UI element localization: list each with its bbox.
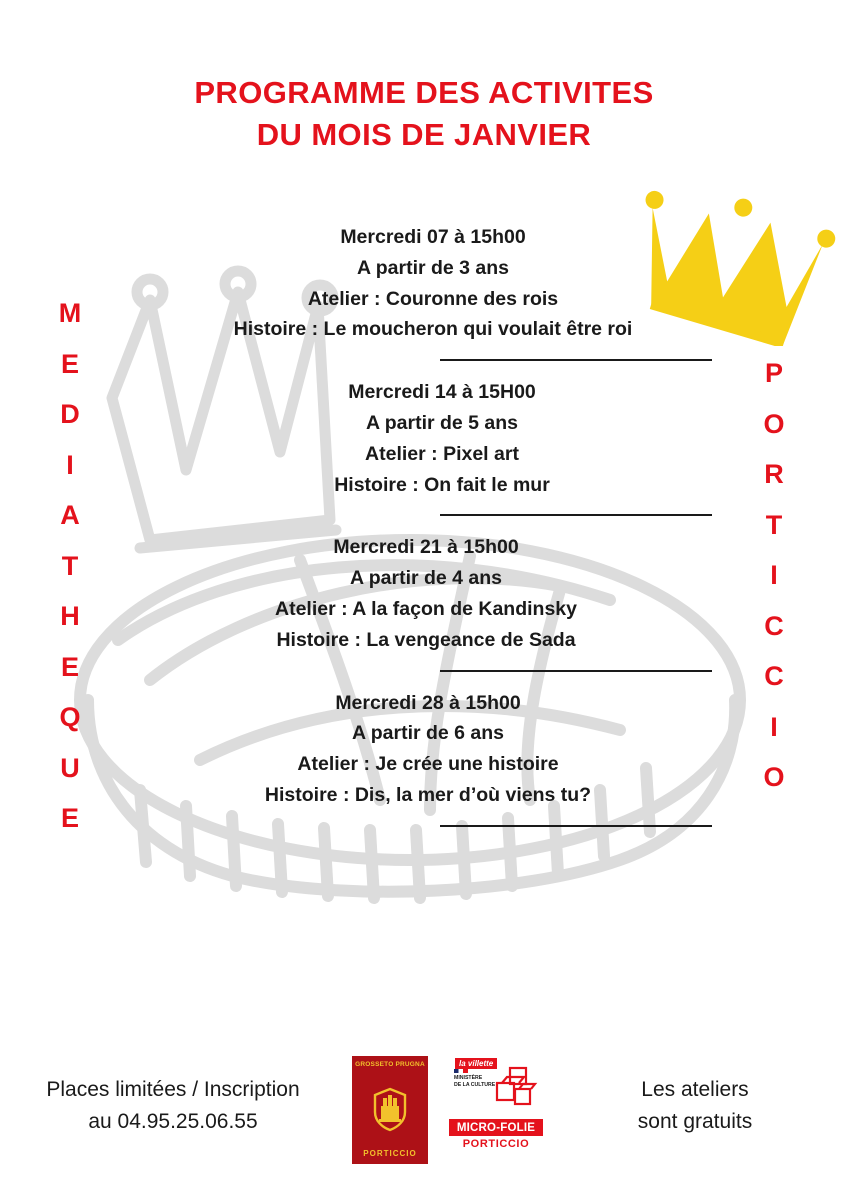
- entry-atelier: Atelier : Pixel art: [365, 442, 519, 465]
- program-entry: [36, 377, 848, 500]
- cubes-icon: [492, 1063, 540, 1111]
- side-letter: I: [770, 560, 778, 590]
- side-letter: H: [60, 601, 80, 631]
- entry-age: A partir de 3 ans: [356, 256, 510, 279]
- entry-histoire: Histoire : La vengeance de Sada: [276, 628, 576, 651]
- side-letter: T: [61, 550, 79, 581]
- micro-folie-band: MICRO-FOLIE: [449, 1119, 543, 1136]
- side-letter: A: [60, 500, 80, 530]
- entry-histoire: Histoire : Le moucheron qui voulait être roi: [233, 318, 633, 341]
- footer-gratuit-text: [560, 1074, 830, 1137]
- program-entry: [4, 532, 848, 655]
- porticcio-band: PORTICCIO: [449, 1136, 543, 1153]
- logo-grosseto-prugna: [352, 1056, 428, 1164]
- entry-date: Mercredi 21 à 15h00: [333, 536, 519, 559]
- entry-atelier: Atelier : A la façon de Kandinsky: [275, 597, 577, 620]
- side-letter: Q: [59, 702, 81, 732]
- entry-divider: [440, 670, 712, 672]
- entry-divider: [440, 825, 712, 827]
- entry-divider: [440, 514, 712, 516]
- ministere-culture-label: MINISTÈRE DE LA CULTURE: [454, 1075, 496, 1088]
- footer-right-line-1: Les ateliers: [641, 1078, 749, 1101]
- side-letter: E: [60, 803, 79, 833]
- entry-age: A partir de 5 ans: [365, 411, 519, 434]
- entry-divider: [440, 359, 712, 361]
- entry-age: A partir de 6 ans: [351, 722, 505, 745]
- entry-date: Mercredi 07 à 15h00: [340, 226, 526, 248]
- footer-inscription-text: [8, 1074, 338, 1137]
- logo-commune-top-text: GROSSETO PRUGNA: [355, 1061, 425, 1068]
- footer-left-line-1: Places limitées / Inscription: [46, 1078, 300, 1101]
- side-letter: U: [60, 752, 80, 783]
- entry-date: Mercredi 28 à 15h00: [335, 691, 521, 714]
- entry-histoire: Histoire : Dis, la mer d’où viens tu?: [264, 783, 592, 806]
- footer-right-line-2: sont gratuits: [637, 1109, 753, 1133]
- side-letter: E: [60, 651, 79, 682]
- side-letter: C: [764, 610, 784, 641]
- side-letter: E: [60, 348, 79, 379]
- side-letter: C: [764, 661, 784, 691]
- side-letter: O: [763, 762, 785, 792]
- side-letter: T: [765, 509, 783, 540]
- program-entry: [18, 222, 848, 345]
- logo-microfolie-top: [449, 1057, 543, 1117]
- coat-of-arms-icon: [367, 1086, 413, 1132]
- entry-age: A partir de 4 ans: [349, 567, 503, 590]
- side-letter: P: [764, 358, 783, 388]
- logo-microfolie-bands: [449, 1117, 543, 1153]
- french-flag-icon: [454, 1069, 468, 1073]
- footer: [0, 1052, 848, 1172]
- footer-left-line-2: au 04.95.25.06.55: [88, 1109, 258, 1133]
- side-letter: R: [764, 459, 784, 489]
- logo-micro-folie: [448, 1056, 544, 1164]
- entry-histoire: Histoire : On fait le mur: [334, 473, 550, 496]
- entry-atelier: Atelier : Couronne des rois: [307, 287, 559, 310]
- entry-atelier: Atelier : Je crée une histoire: [297, 753, 559, 776]
- program-list: [0, 222, 848, 843]
- la-villette-label: la villette: [455, 1058, 497, 1069]
- side-letter: M: [58, 298, 82, 328]
- title-line-2: DU MOIS DE JANVIER: [256, 116, 592, 152]
- logo-commune-bottom-text: PORTICCIO: [363, 1149, 417, 1158]
- side-letter: I: [66, 449, 74, 480]
- title-line-1: PROGRAMME DES ACTIVITES: [194, 75, 654, 110]
- side-letter: O: [763, 408, 785, 439]
- program-entry: [8, 688, 848, 811]
- page-title: [0, 72, 848, 156]
- side-letter: D: [60, 399, 80, 429]
- side-letter: I: [770, 711, 778, 742]
- entry-date: Mercredi 14 à 15H00: [348, 381, 536, 404]
